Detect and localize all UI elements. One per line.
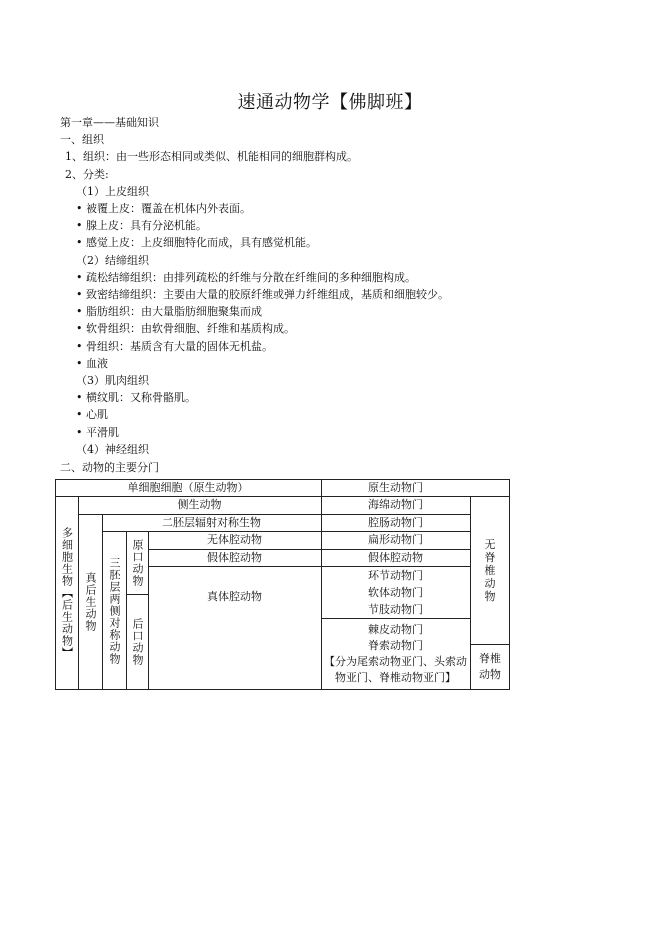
list-item: • 腺上皮：具有分泌机能。	[76, 219, 207, 232]
phylum-mollusca: 软体动物门	[368, 586, 423, 599]
list-item: • 血液	[76, 357, 108, 370]
tissue-definition: 1、组织：由一些形态相同或类似、机能相同的细胞群构成。	[65, 150, 358, 163]
phylum-platyhelminthes: 扁形动物门	[368, 533, 423, 546]
phylum-chordata: 脊索动物门	[368, 639, 423, 652]
list-item: • 疏松结缔组织：由排列疏松的纤维与分散在纤维间的多种细胞构成。	[76, 271, 416, 284]
phylum-pseudocoelomate: 假体腔动物	[368, 550, 423, 564]
list-item: • 软骨组织：由软骨细胞、纤维和基质构成。	[76, 322, 295, 335]
phylum-echinodermata: 棘皮动物门	[368, 623, 423, 636]
label-triploblast: 三胚层两侧对称动物	[108, 556, 121, 665]
cell-pseudocoelomate: 假体腔动物	[207, 550, 262, 564]
phylum-porifera: 海绵动物门	[368, 498, 423, 511]
category-connective: （2）结缔组织	[76, 254, 149, 267]
list-item: • 脂肪组织：由大量脂肪细胞聚集而成	[76, 305, 262, 318]
chapter-heading: 第一章——基础知识	[60, 116, 159, 129]
page-title: 速通动物学【佛脚班】	[237, 92, 423, 113]
list-item: • 被覆上皮：覆盖在机体内外表面。	[76, 202, 251, 215]
cell-acoelomate: 无体腔动物	[207, 533, 262, 546]
phylum-cnidaria: 腔肠动物门	[368, 515, 423, 529]
cell-coelomate: 真体腔动物	[207, 590, 262, 603]
label-eumetazoa: 真后生动物	[84, 572, 97, 632]
protostome-phyla	[321, 567, 470, 618]
list-item: • 感觉上皮：上皮细胞特化而成，具有感觉机能。	[76, 236, 317, 249]
list-item: • 致密结缔组织：主要由大量的胶原纤维或弹力纤维组成，基质和细胞较少。	[76, 288, 449, 301]
list-item: • 骨组织：基质含有大量的固体无机盐。	[76, 340, 273, 353]
header-unicellular: 单细胞细胞（原生动物）	[127, 480, 249, 494]
label-metazoa: 多细胞生物【后生动物】	[60, 527, 74, 659]
cell-diploblast: 二胚层辐射对称生物	[162, 515, 261, 529]
list-item: • 横纹肌：又称骨骼肌。	[76, 391, 196, 404]
phylum-arthropoda: 节肢动物门	[368, 603, 423, 616]
category-muscle: （3）肌肉组织	[76, 374, 149, 387]
section-heading-phyla: 二、动物的主要分门	[60, 461, 159, 474]
section-heading-tissue: 一、组织	[60, 133, 104, 146]
list-item: • 心肌	[76, 408, 108, 421]
phylum-annelida: 环节动物门	[368, 569, 423, 582]
label-vertebrate: 脊椎动物	[479, 652, 501, 681]
label-invertebrate: 无脊椎动物	[484, 537, 496, 603]
phyla-table	[55, 479, 510, 690]
category-epithelial: （1）上皮组织	[76, 185, 149, 198]
list-item: • 平滑肌	[76, 426, 119, 439]
label-deuterostome: 后口动物	[131, 618, 144, 666]
cell-parazoa: 侧生动物	[177, 498, 222, 511]
chordata-note: 【分为尾索动物亚门、头索动物亚门、脊椎动物亚门】	[324, 655, 467, 684]
category-nervous: （4）神经组织	[76, 443, 149, 456]
deuterostome-phyla	[321, 619, 470, 689]
label-protostome: 原口动物	[131, 538, 144, 587]
classification-heading: 2、分类:	[65, 168, 109, 181]
header-protozoa: 原生动物门	[368, 480, 423, 494]
